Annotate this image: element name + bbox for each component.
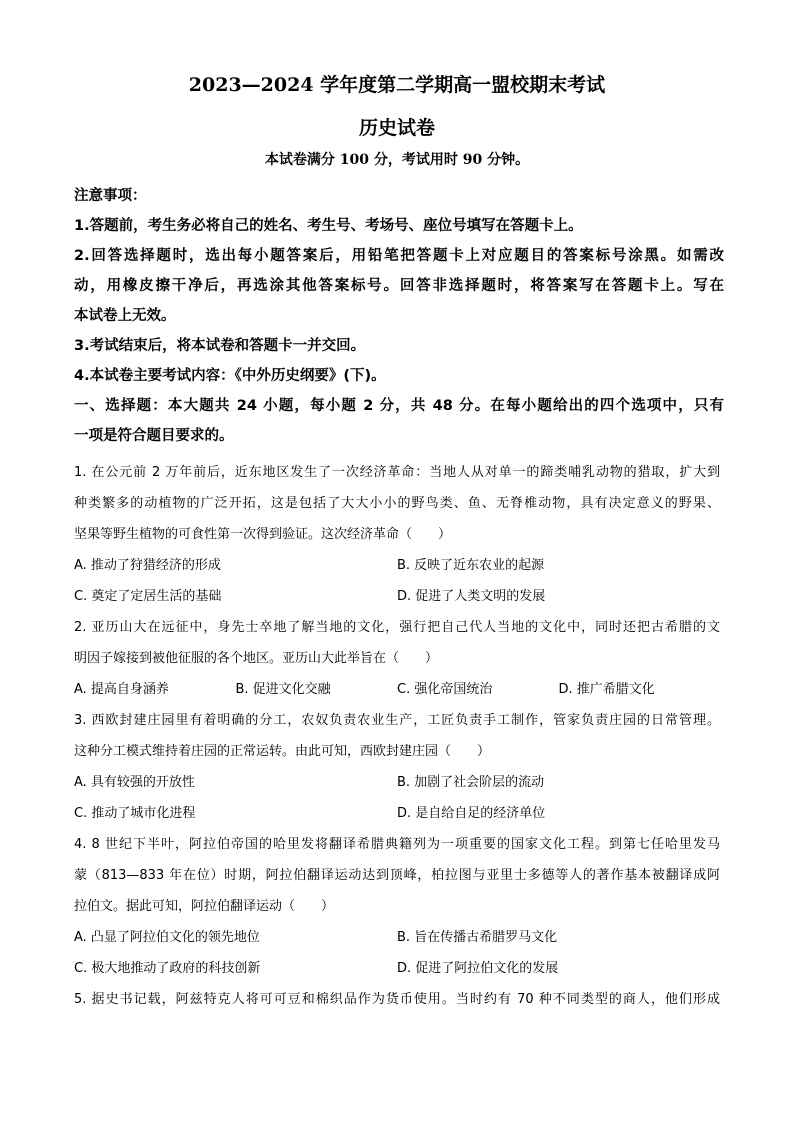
option-b: B. 加剧了社会阶层的流动 — [397, 775, 545, 790]
question-text: 蒙（813—833 年在位）时期，阿拉伯翻译运动达到顶峰，柏拉图与亚里士多德等人的著作基本被翻译成阿 — [74, 868, 720, 883]
option-c: C. 极大地推动了政府的科技创新 — [74, 961, 261, 976]
question-text: 种类繁多的动植物的广泛开拓，这是包括了大大小小的野鸟类、鱼、无脊椎动物，具有决定意义的野果、 — [74, 496, 720, 511]
question-text: 5. 据史书记载，阿兹特克人将可可豆和棉织品作为货币使用。当时约有 70 种不同类型的商人，他们形成 — [74, 992, 720, 1007]
options-row — [74, 550, 720, 581]
option-d: D. 推广希腊文化 — [558, 682, 655, 697]
section-heading-line-2: 一项是符合题目要求的。 — [74, 428, 234, 444]
option-c: C. 强化帝国统治 — [397, 682, 493, 697]
question-text: 1. 在公元前 2 万年前后，近东地区发生了一次经济革命：当地人从对单一的蹄类哺乳动物的猎取，扩大到 — [74, 465, 720, 480]
question-text: 明因子嫁接到被他征服的各个地区。亚历山大此举旨在（ ） — [74, 651, 439, 666]
subject-title: 历史试卷 — [358, 117, 435, 139]
option-a: A. 凸显了阿拉伯文化的领先地位 — [74, 930, 260, 945]
instruction-item-1: 1.答题前，考生务必将自己的姓名、考生号、考场号、座位号填写在答题卡上。 — [74, 218, 583, 234]
option-d: D. 促进了阿拉伯文化的发展 — [397, 961, 559, 976]
option-a: A. 提高自身涵养 — [74, 682, 169, 697]
instruction-item-3: 3.考试结束后，将本试卷和答题卡一并交回。 — [74, 338, 366, 354]
exam-title: 2023—2024 学年度第二学期高一盟校期末考试 — [188, 74, 606, 96]
option-b: B. 促进文化交融 — [235, 682, 331, 697]
option-a: A. 推动了狩猎经济的形成 — [74, 558, 221, 573]
question-text: 拉伯文。据此可知，阿拉伯翻译运动（ ） — [74, 899, 335, 914]
option-c: C. 推动了城市化进程 — [74, 806, 196, 821]
option-b: B. 旨在传播古希腊罗马文化 — [397, 930, 558, 945]
option-b: B. 反映了近东农业的起源 — [397, 558, 545, 573]
instructions — [74, 181, 724, 451]
options-row — [74, 798, 720, 829]
section-heading-line-1: 一、选择题：本大题共 24 小题，每小题 2 分，共 48 分。在每小题给出的四个选项中，只有 — [74, 398, 724, 414]
options-row — [74, 674, 720, 705]
instruction-item-4: 4.本试卷主要考试内容：《中外历史纲要》(下)。 — [74, 368, 386, 384]
question-4 — [74, 829, 720, 984]
instruction-item-2-line-3: 本试卷上无效。 — [74, 308, 176, 324]
option-d: D. 促进了人类文明的发展 — [397, 589, 546, 604]
question-text: 3. 西欧封建庄园里有着明确的分工，农奴负责农业生产，工匠负责手工制作，管家负责庄园的日常管理。 — [74, 713, 720, 728]
question-text: 2. 亚历山大在远征中，身先士卒地了解当地的文化，强行把自己代人当地的文化中，同时还把古希腊的文 — [74, 620, 720, 635]
options-row — [74, 581, 720, 612]
instruction-item-2-line-1: 2.回答选择题时，选出每小题答案后，用铅笔把答题卡上对应题目的答案标号涂黑。如需改 — [74, 248, 724, 264]
question-3 — [74, 705, 720, 829]
options-row — [74, 953, 720, 984]
question-text: 坚果等野生植物的可食性第一次得到验证。这次经济革命（ ） — [74, 527, 452, 542]
option-d: D. 是自给自足的经济单位 — [397, 806, 546, 821]
question-text: 4. 8 世纪下半叶，阿拉伯帝国的哈里发将翻译希腊典籍列为一项重要的国家文化工程。到第七任哈里发马 — [74, 837, 720, 852]
question-list — [74, 457, 720, 1015]
option-c: C. 奠定了定居生活的基础 — [74, 589, 222, 604]
options-row — [74, 767, 720, 798]
instructions-heading: 注意事项： — [74, 188, 147, 204]
question-text: 这种分工模式维持着庄园的正常运转。由此可知，西欧封建庄园（ ） — [74, 744, 491, 759]
question-1 — [74, 457, 720, 612]
question-5 — [74, 984, 720, 1015]
question-2 — [74, 612, 720, 705]
exam-info: 本试卷满分 100 分，考试用时 90 分钟。 — [264, 152, 530, 168]
instruction-item-2-line-2: 动，用橡皮擦干净后，再选涂其他答案标号。回答非选择题时，将答案写在答题卡上。写在 — [74, 278, 724, 294]
options-row — [74, 922, 720, 953]
option-a: A. 具有较强的开放性 — [74, 775, 195, 790]
